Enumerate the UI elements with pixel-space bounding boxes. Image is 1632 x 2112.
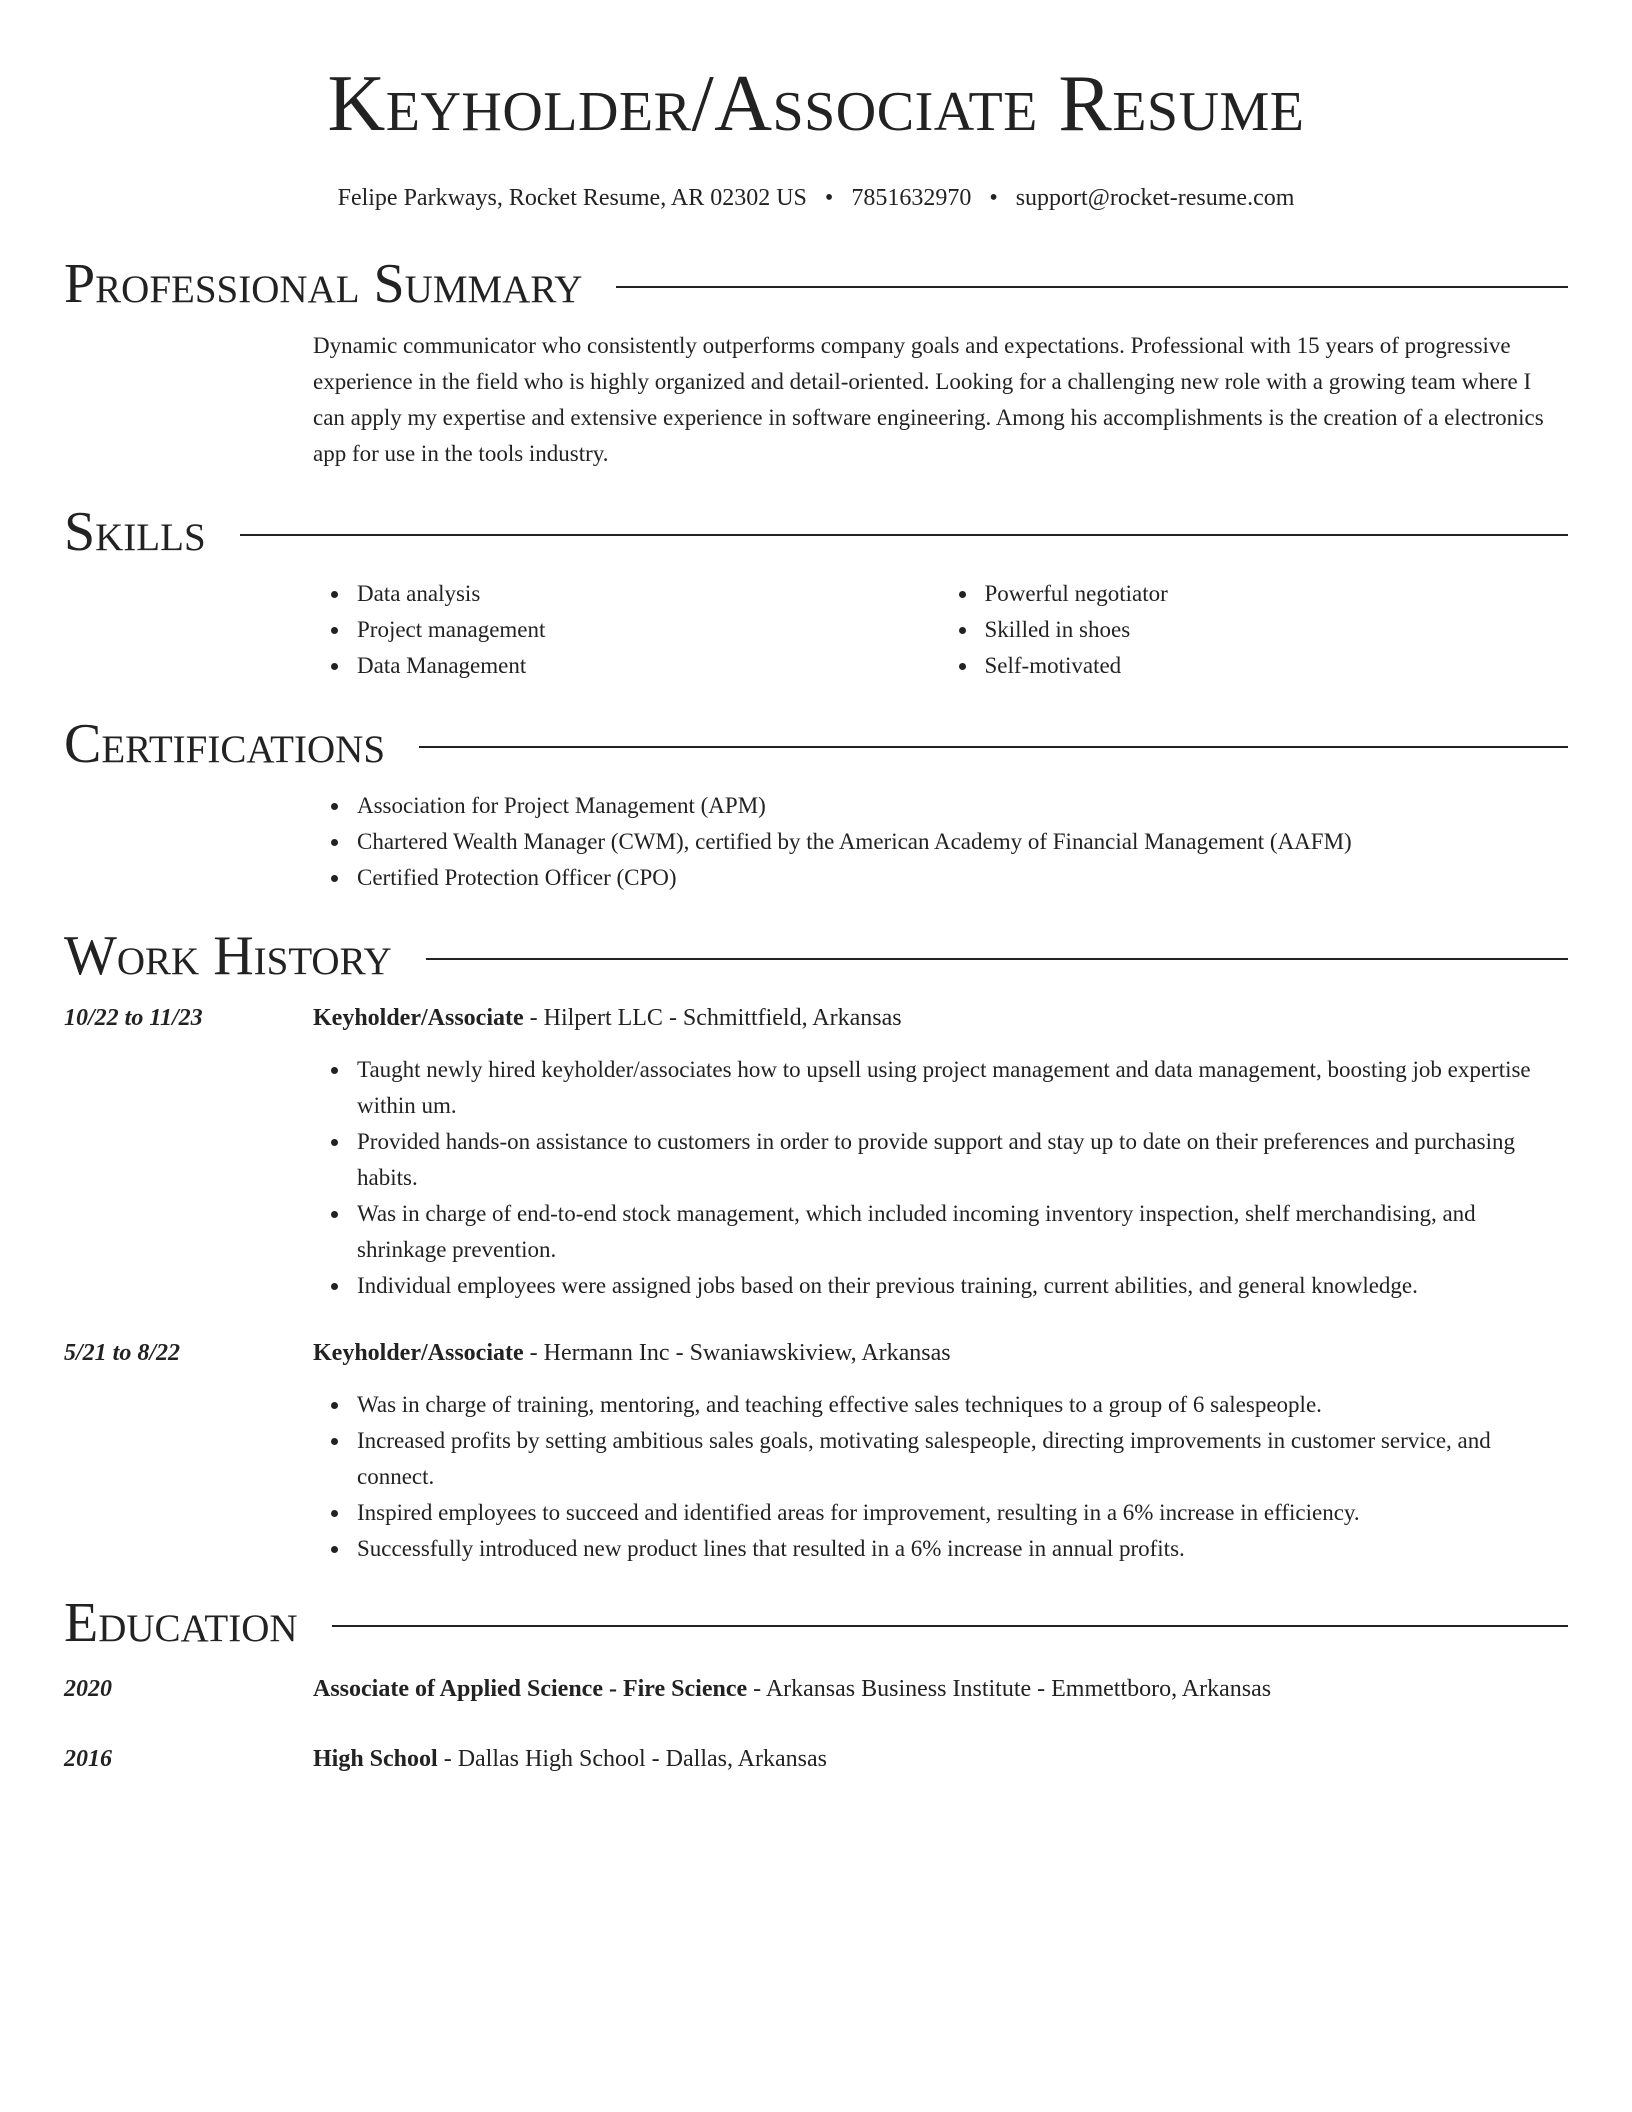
section-divider [426, 958, 1568, 960]
section-divider [616, 286, 1568, 288]
education-details [313, 1741, 1568, 1777]
section-header [64, 1593, 1568, 1653]
job-title: Keyholder/Associate [313, 1340, 524, 1366]
education-details [313, 1671, 1568, 1707]
work-bullet: Successfully introduced new product lines that resulted in a 6% increase in annual profits. [357, 1531, 1568, 1567]
work-bullet: Taught newly hired keyholder/associates how to upsell using project management and data management, boosting job expertise within um. [357, 1052, 1568, 1124]
skills-list-left [313, 576, 941, 684]
skill-item: Data Management [357, 648, 941, 684]
degree-name: Associate of Applied Science - Fire Science [313, 1676, 748, 1702]
work-bullet: Was in charge of end-to-end stock management, which included incoming inventory inspection, shelf merchandising, and shrinkage prevention. [357, 1196, 1568, 1268]
work-heading [313, 1000, 1568, 1036]
section-header [64, 926, 1568, 986]
school-location: - Arkansas Business Institute - Emmettboro, Arkansas [747, 1676, 1272, 1702]
certification-item: Certified Protection Officer (CPO) [357, 860, 1568, 896]
skill-item: Self-motivated [985, 648, 1569, 684]
certification-item: Chartered Wealth Manager (CWM), certified by the American Academy of Financial Management (AAFM) [357, 824, 1568, 860]
work-dates: 5/21 to 8/22 [64, 1340, 181, 1366]
contact-separator: • [824, 185, 834, 211]
section-header [64, 714, 1568, 774]
certifications-body [313, 788, 1568, 896]
work-dates: 10/22 to 11/23 [64, 1005, 203, 1031]
education-heading [313, 1671, 1568, 1707]
contact-email: support@rocket-resume.com [1015, 185, 1295, 211]
education-year: 2020 [64, 1676, 112, 1702]
employer-location: - Hilpert LLC - Schmittfield, Arkansas [523, 1005, 902, 1031]
section-title-skills: Skills [64, 501, 206, 563]
resume-title: Keyholder/Associate Resume [327, 60, 1305, 148]
education-section [64, 1593, 1568, 1777]
section-divider [419, 746, 1568, 748]
work-bullet: Individual employees were assigned jobs based on their previous training, current abilities, and general knowledge. [357, 1268, 1568, 1304]
employer-location: - Hermann Inc - Swaniawskiview, Arkansas [523, 1340, 951, 1366]
contact-separator: • [989, 185, 998, 211]
section-title-work-history: Work History [64, 925, 392, 987]
skill-item: Data analysis [357, 576, 941, 612]
certifications-list [313, 788, 1568, 896]
skills-list-right [941, 576, 1569, 684]
section-title-certifications: Certifications [64, 713, 386, 775]
skill-item: Project management [357, 612, 941, 648]
work-heading [313, 1335, 1568, 1371]
summary-body [313, 328, 1568, 472]
work-bullets [313, 1387, 1568, 1567]
work-bullet: Inspired employees to succeed and identified areas for improvement, resulting in a 6% increase in efficiency. [357, 1495, 1568, 1531]
section-divider [332, 1625, 1568, 1627]
work-bullet: Increased profits by setting ambitious sales goals, motivating salespeople, directing improvements in customer service, and connect. [357, 1423, 1568, 1495]
education-year: 2016 [64, 1746, 112, 1772]
education-entry [64, 1671, 1568, 1707]
skill-item: Skilled in shoes [985, 612, 1569, 648]
work-bullets [313, 1052, 1568, 1304]
skill-item: Powerful negotiator [985, 576, 1569, 612]
work-entry [64, 1335, 1568, 1567]
summary-section [64, 254, 1568, 472]
contact-address: Felipe Parkways, Rocket Resume, AR 02302 US [337, 185, 807, 211]
contact-phone: 7851632970 [851, 185, 972, 211]
skills-grid [313, 576, 1568, 684]
certifications-section [64, 714, 1568, 896]
section-title-summary: Professional Summary [64, 253, 583, 315]
work-bullet: Provided hands-on assistance to customers in order to provide support and stay up to date on their preferences and purchasing habits. [357, 1124, 1568, 1196]
degree-name: High School [313, 1746, 438, 1772]
section-header [64, 254, 1568, 314]
skills-body [313, 576, 1568, 684]
work-entry [64, 1000, 1568, 1304]
work-details [313, 1000, 1568, 1304]
section-title-education: Education [64, 1592, 298, 1654]
section-divider [240, 534, 1568, 536]
skills-section [64, 502, 1568, 684]
education-heading [313, 1741, 1568, 1777]
work-details [313, 1335, 1568, 1567]
work-bullet: Was in charge of training, mentoring, and teaching effective sales techniques to a group of 6 salespeople. [357, 1387, 1568, 1423]
education-entry [64, 1741, 1568, 1777]
school-location: - Dallas High School - Dallas, Arkansas [437, 1746, 827, 1772]
certification-item: Association for Project Management (APM) [357, 788, 1568, 824]
contact-line [64, 186, 1568, 210]
summary-text: Dynamic communicator who consistently outperforms company goals and expectations. Professional with 15 years of progressive experience in the field who is highly organized and detail-oriented. Looking for a challenging new role with a growing team where I can apply my expertise and extensive experience in software engineering. Among his accomplishments is the creation of a electronics app for use in the tools industry. [313, 333, 1544, 466]
section-header [64, 502, 1568, 562]
work-history-section [64, 926, 1568, 1567]
job-title: Keyholder/Associate [313, 1005, 524, 1031]
